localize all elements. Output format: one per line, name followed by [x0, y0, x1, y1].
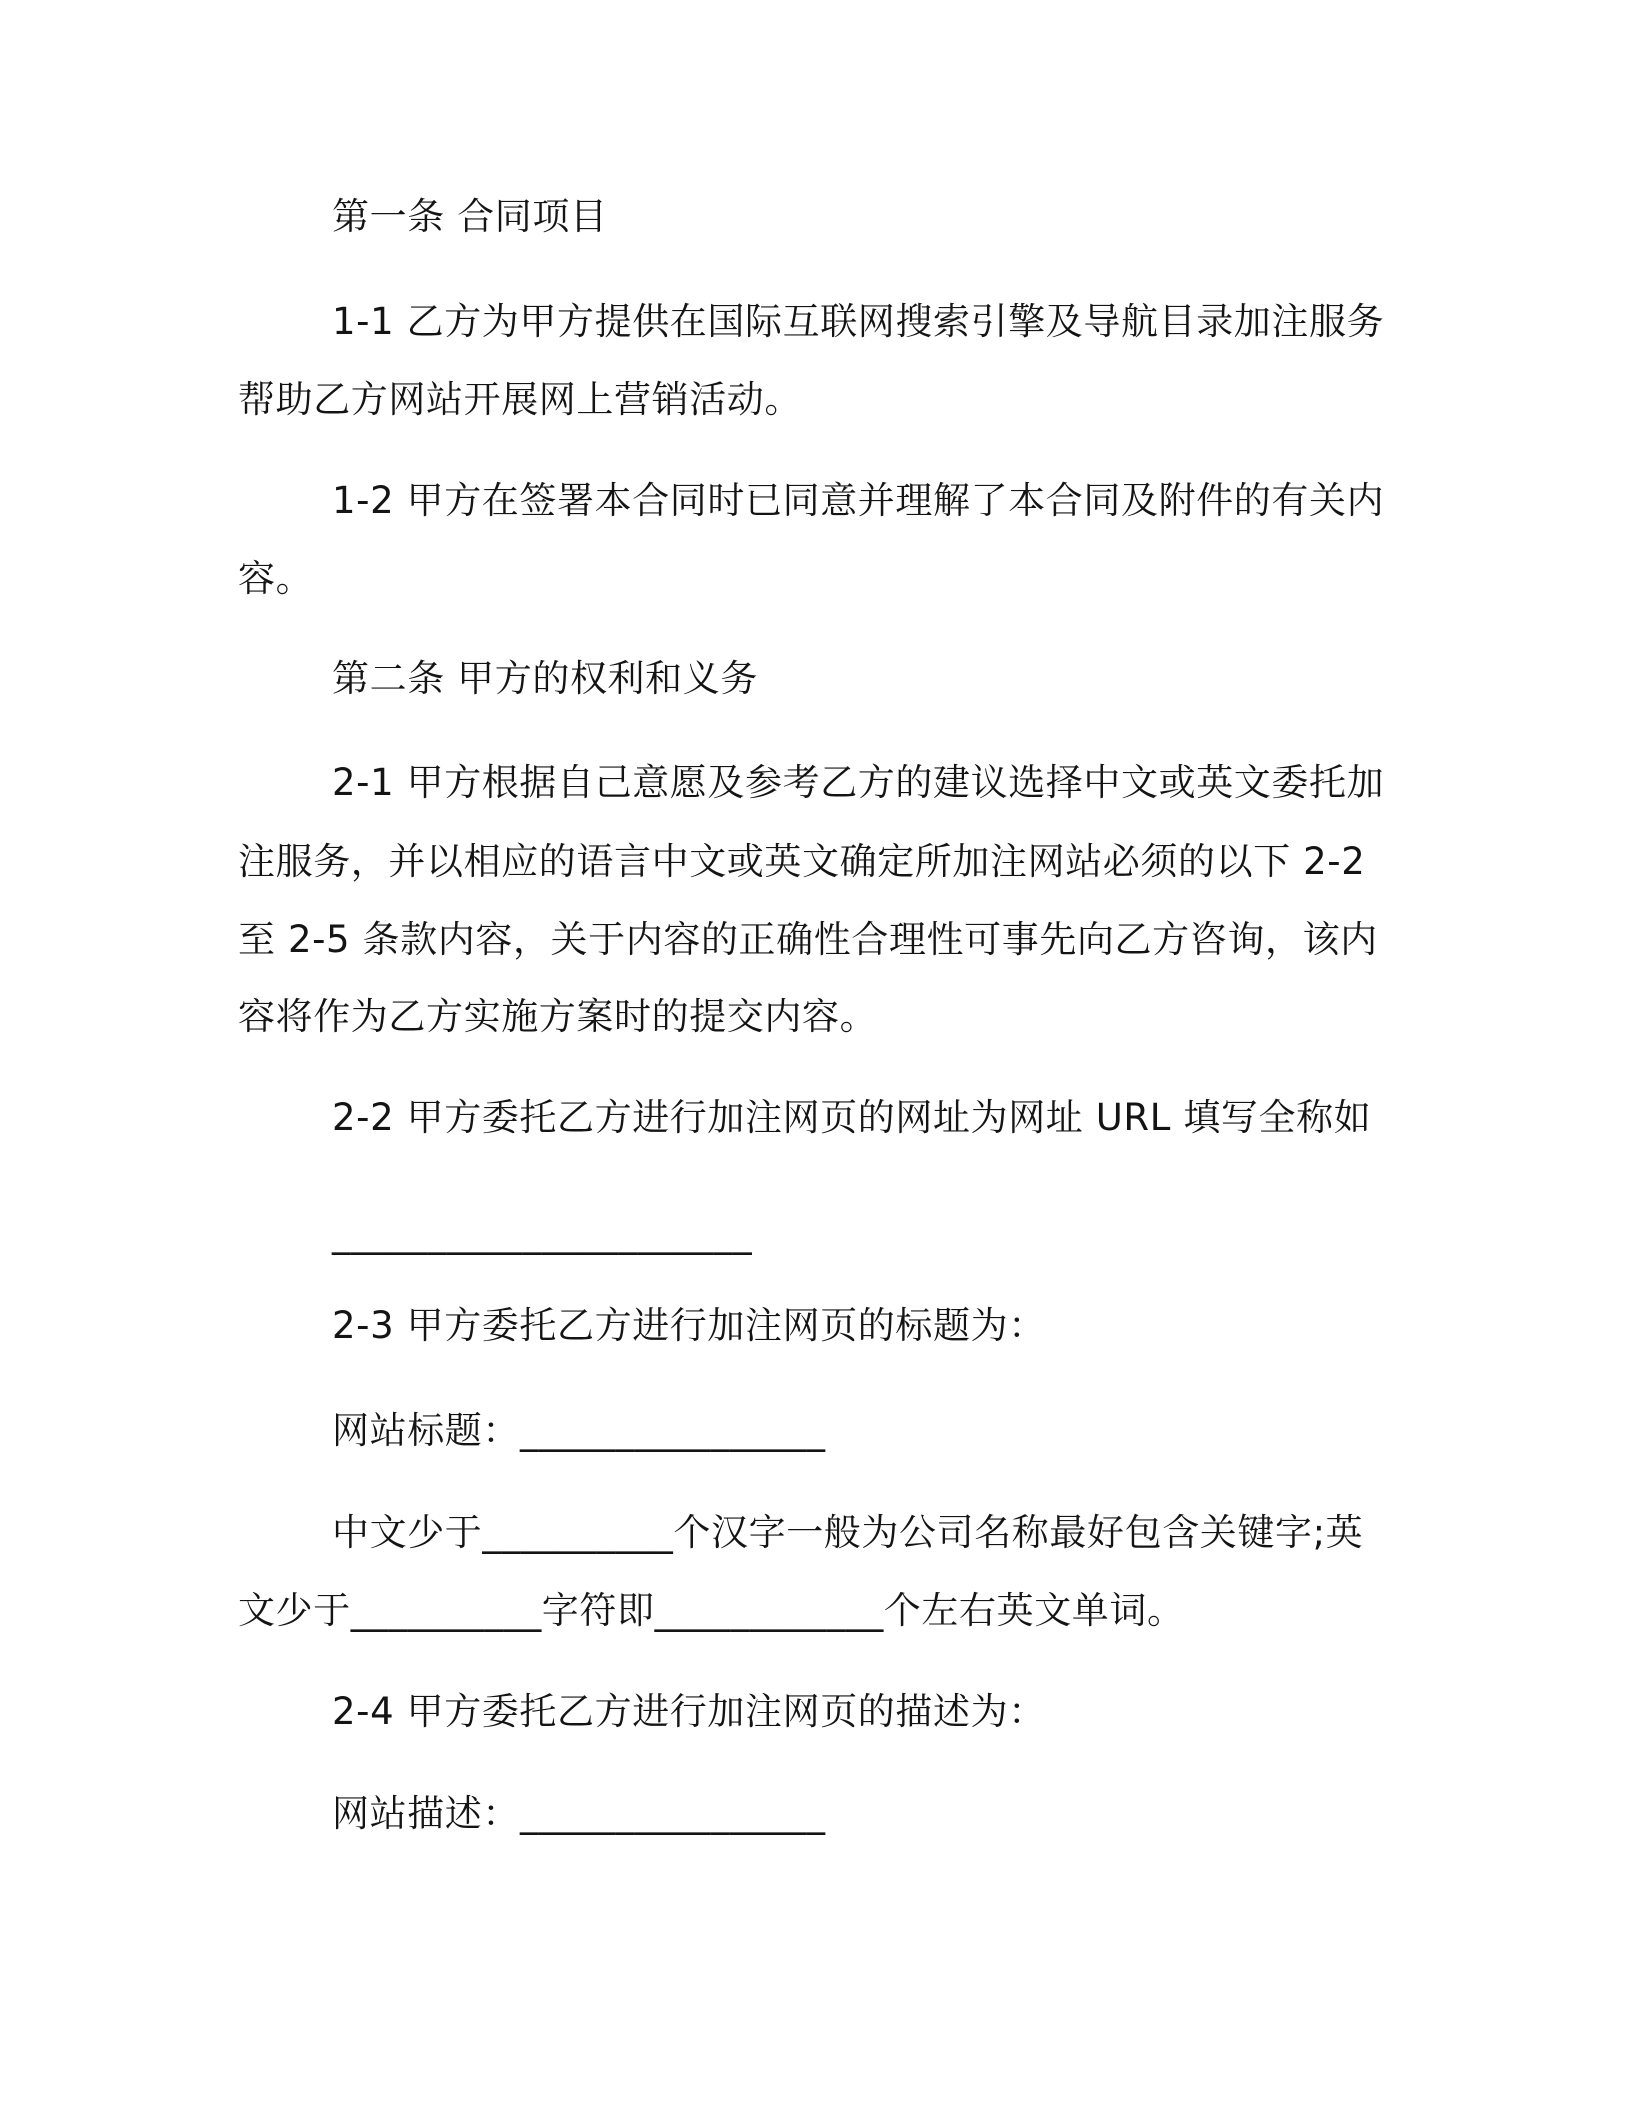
clause-1-2-line-2: 容。	[238, 557, 314, 600]
clause-2-4-line-1: 2-4 甲方委托乙方进行加注网页的描述为：	[332, 1690, 1046, 1733]
clause-2-2-line-1: 2-2 甲方委托乙方进行加注网页的网址为网址 URL 填写全称如	[332, 1096, 1372, 1139]
clause-2-1-line-2: 注服务，并以相应的语言中文或英文确定所加注网站必须的以下 2-2	[238, 840, 1366, 883]
title-length-line-2: 文少于__________字符即____________个左右英文单词。	[238, 1589, 1185, 1632]
clause-2-1-line-3: 至 2-5 条款内容，关于内容的正确性合理性可事先向乙方咨询，该内	[238, 918, 1378, 961]
clause-1-2-line-1: 1-2 甲方在签署本合同时已同意并理解了本合同及附件的有关内	[332, 479, 1385, 522]
heading-article-1: 第一条 合同项目	[332, 195, 608, 238]
clause-1-1-line-1: 1-1 乙方为甲方提供在国际互联网搜索引擎及导航目录加注服务	[332, 300, 1385, 343]
clause-2-3-line-1: 2-3 甲方委托乙方进行加注网页的标题为：	[332, 1304, 1046, 1347]
heading-article-2: 第二条 甲方的权利和义务	[332, 657, 758, 700]
clause-1-1-line-2: 帮助乙方网站开展网上营销活动。	[238, 378, 802, 421]
site-description-field: 网站描述：________________	[332, 1792, 826, 1835]
url-blank-line: ______________________	[332, 1212, 753, 1255]
clause-2-1-line-1: 2-1 甲方根据自己意愿及参考乙方的建议选择中文或英文委托加	[332, 761, 1385, 804]
title-length-line-1: 中文少于__________个汉字一般为公司名称最好包含关键字;英	[332, 1511, 1364, 1554]
site-title-field: 网站标题：________________	[332, 1409, 826, 1452]
clause-2-1-line-4: 容将作为乙方实施方案时的提交内容。	[238, 995, 878, 1038]
